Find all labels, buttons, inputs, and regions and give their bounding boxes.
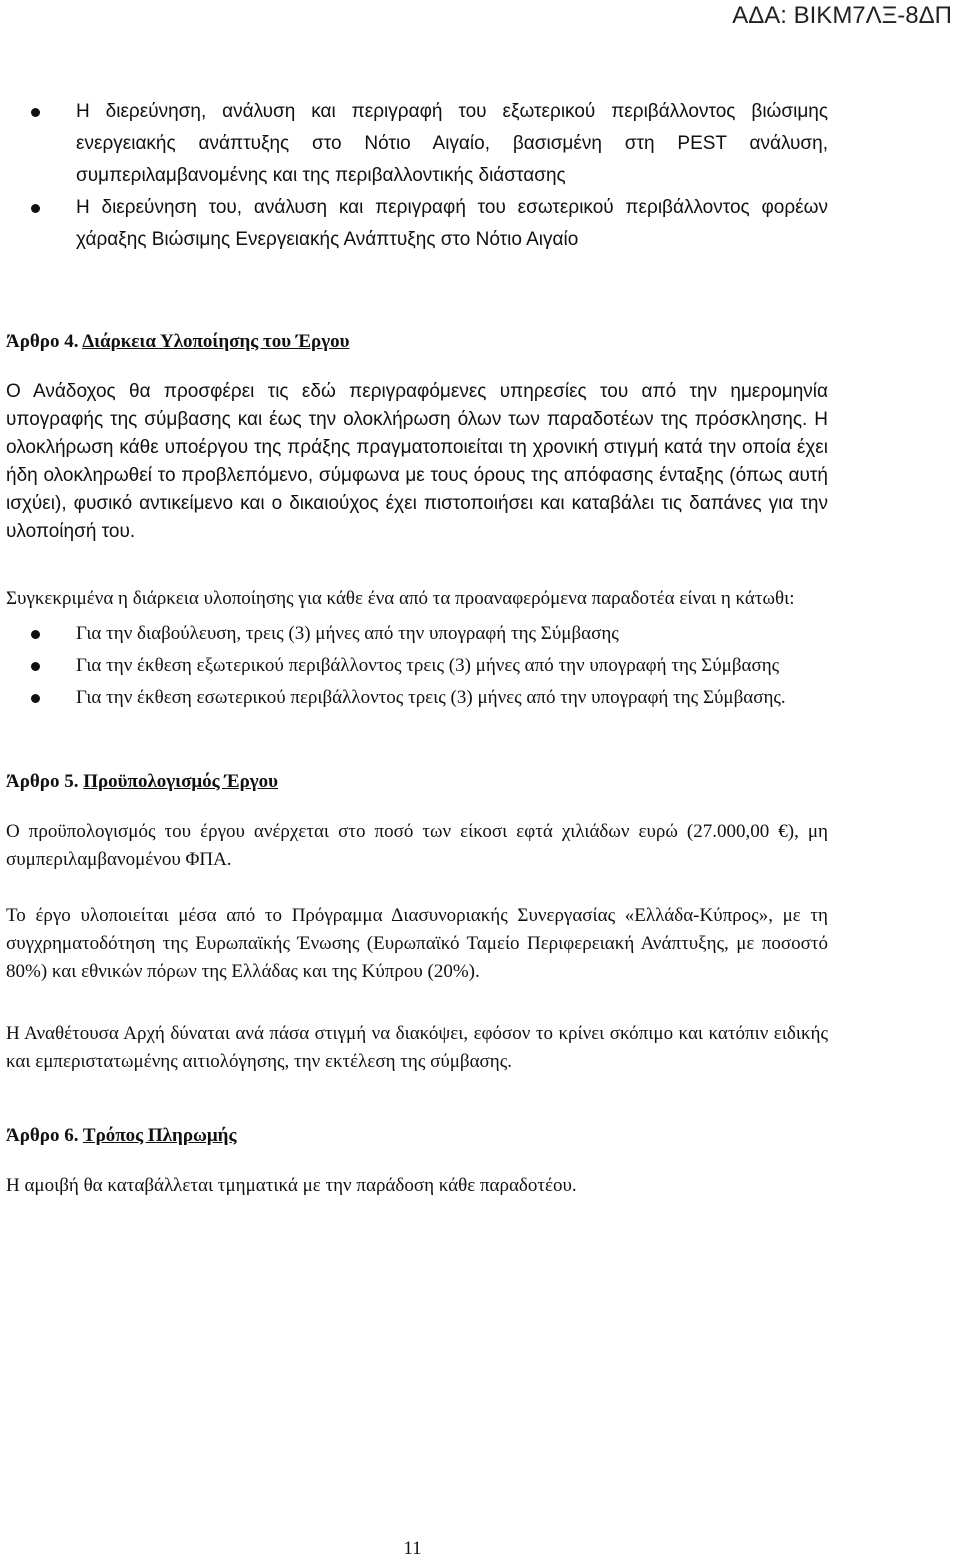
page-number: 11 bbox=[403, 1538, 422, 1559]
intro-bullet-list bbox=[6, 96, 828, 256]
list-item-text: Η διερεύνηση του, ανάλυση και περιγραφή του εσωτερικού περιβάλλοντος φορέων χάραξης Βιώσιμης Ενεργειακής Ανάπτυξης στο Νότιο Αιγαίο bbox=[76, 197, 828, 250]
article-6-title: Τρόπος Πληρωμής bbox=[82, 1125, 237, 1146]
list-item-text: Για την έκθεση εσωτερικού περιβάλλοντος τρεις (3) μήνες από την υπογραφή της Σύμβασης. bbox=[76, 687, 786, 708]
article-5-paragraph-2: Το έργο υλοποιείται μέσα από το Πρόγραμμα Διασυνοριακής Συνεργασίας «Ελλάδα-Κύπρος», με τη συγχρηματοδότηση της Ευρωπαϊκής Ένωσης (Ευρωπαϊκό Ταμείο Περιφερειακή Ανάπτυξης, με ποσοστό 80%) και εθνικών πόρων της Ελλάδας και της Κύπρου (20%). bbox=[6, 905, 828, 982]
article-6-number: Άρθρο 6. bbox=[6, 1125, 79, 1146]
bullet-icon bbox=[31, 662, 40, 671]
article-5-number: Άρθρο 5. bbox=[6, 771, 79, 792]
document-reference-code: ΑΔΑ: ΒΙΚΜ7ΛΞ-8ΔΠ bbox=[732, 2, 952, 29]
article-4-heading bbox=[6, 328, 828, 356]
document-body bbox=[6, 96, 828, 1200]
article-4-paragraph-1: Ο Ανάδοχος θα προσφέρει τις εδώ περιγραφόμενες υπηρεσίες του από την ημερομηνία υπογραφής της σύμβασης και έως την ολοκλήρωση όλων των παραδοτέων της πρόσκλησης. Η ολοκλήρωση κάθε υποέργου της πράξης πραγματοποιείται τη χρονική στιγμή κατά την οποία έχει ήδη ολοκληρωθεί το προβλεπόμενο, σύμφωνα με τους όρους της απόφασης ένταξης (όπως αυτή ισχύει), φυσικό αντικείμενο και ο δικαιούχος έχει πιστοποιήσει και καταβάλει τις δαπάνες για την υλοποίησή του. bbox=[6, 381, 828, 542]
bullet-icon bbox=[31, 694, 40, 703]
list-item-text: Για την διαβούλευση, τρεις (3) μήνες από την υπογραφή της Σύμβασης bbox=[76, 623, 619, 644]
list-item bbox=[6, 192, 828, 256]
article-4-number: Άρθρο 4. bbox=[6, 331, 79, 352]
list-item bbox=[6, 650, 828, 682]
list-item bbox=[6, 618, 828, 650]
deliverables-list bbox=[6, 618, 828, 714]
bullet-icon bbox=[31, 204, 40, 213]
article-5-title: Προϋπολογισμός Έργου bbox=[83, 771, 279, 792]
article-6-heading bbox=[6, 1122, 828, 1150]
list-item bbox=[6, 96, 828, 192]
article-5-heading bbox=[6, 768, 828, 796]
article-5-paragraph-3: Η Αναθέτουσα Αρχή δύναται ανά πάσα στιγμή να διακόψει, εφόσον το κρίνει σκόπιμο και κατόπιν ειδικής και εμπεριστατωμένης αιτιολόγησης, την εκτέλεση της σύμβασης. bbox=[6, 1023, 828, 1072]
article-6-paragraph-1: Η αμοιβή θα καταβάλλεται τμηματικά με την παράδοση κάθε παραδοτέου. bbox=[6, 1175, 577, 1196]
list-item-text: Για την έκθεση εξωτερικού περιβάλλοντος τρεις (3) μήνες από την υπογραφή της Σύμβασης bbox=[76, 655, 780, 676]
bullet-icon bbox=[31, 108, 40, 117]
list-item-text: Η διερεύνηση, ανάλυση και περιγραφή του εξωτερικού περιβάλλοντος βιώσιμης ενεργειακής ανάπτυξης στο Νότιο Αιγαίο, βασισμένη στη PEST ανάλυση, συμπεριλαμβανομένης και της περιβαλλοντικής διάστασης bbox=[76, 101, 828, 186]
list-item bbox=[6, 682, 828, 714]
article-5-paragraph-1: Ο προϋπολογισμός του έργου ανέρχεται στο ποσό των είκοσι εφτά χιλιάδων ευρώ (27.000,00 €), μη συμπεριλαμβανομένου ΦΠΑ. bbox=[6, 821, 828, 870]
article-4-paragraph-2: Συγκεκριμένα η διάρκεια υλοποίησης για κάθε ένα από τα προαναφερόμενα παραδοτέα είναι η κάτωθι: bbox=[6, 588, 795, 609]
article-4-title: Διάρκεια Υλοποίησης του Έργου bbox=[82, 331, 350, 352]
bullet-icon bbox=[31, 630, 40, 639]
